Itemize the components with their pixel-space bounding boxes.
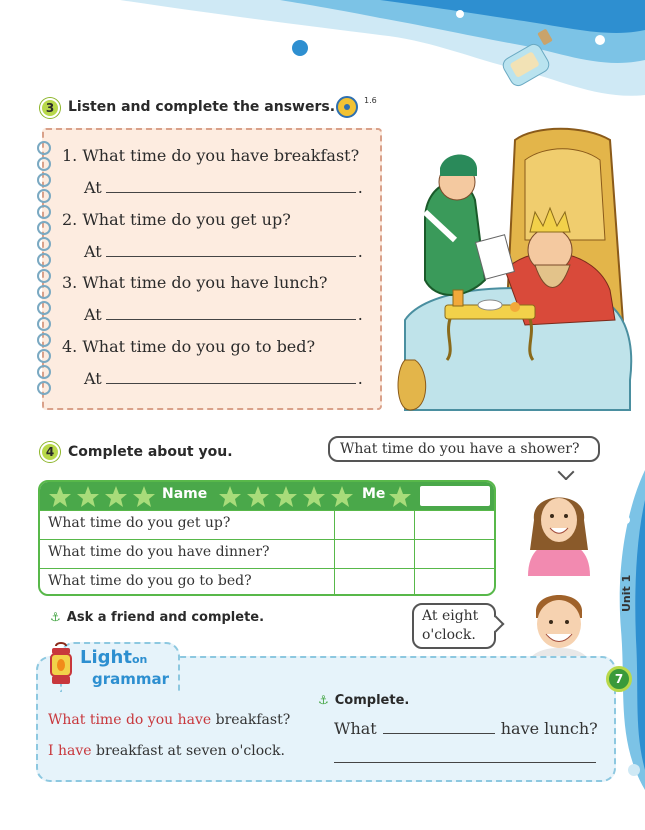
bubble-answer-line-2: o'clock.	[422, 627, 476, 643]
answer-prefix: At	[84, 178, 102, 197]
answer-suffix: .	[357, 242, 363, 261]
complete-text: Complete.	[334, 693, 410, 708]
table-row	[40, 539, 494, 567]
answer-blank-2[interactable]	[106, 243, 356, 257]
bubble-answer-line-1: At eight	[422, 608, 479, 624]
answer-prefix: At	[84, 242, 102, 261]
grammar-example-2	[48, 743, 285, 759]
bubble-question-text: What time do you have a shower?	[340, 441, 580, 457]
notebook-panel	[42, 128, 382, 410]
question-2: 2. What time do you get up?	[62, 210, 291, 229]
exercise-blank-line[interactable]	[334, 762, 596, 763]
table-header	[40, 482, 494, 510]
grammar-logo-on: on	[131, 653, 148, 666]
question-3: 3. What time do you have lunch?	[62, 273, 328, 292]
question-4: 4. What time do you go to bed?	[62, 337, 316, 356]
girl-photo	[518, 480, 600, 576]
speech-bubble-question	[328, 436, 600, 462]
grammar-logo-grammar: grammar	[92, 670, 170, 688]
survey-table	[38, 480, 496, 596]
section-number-4: 4	[40, 442, 60, 462]
spiral-binding-icon	[33, 140, 55, 400]
audio-cd-icon[interactable]	[333, 95, 361, 119]
answer-row-2	[84, 242, 363, 261]
exercise-tail: have lunch?	[500, 719, 598, 738]
audio-track-number: 1.6	[364, 96, 377, 105]
table-question: What time do you get up?	[48, 515, 231, 531]
answer-suffix: .	[357, 369, 363, 388]
unit-label: Unit 1	[620, 574, 633, 612]
exercise-what: What	[334, 719, 377, 738]
anchor-bullet-icon: ⚓	[318, 693, 329, 707]
answer-prefix: At	[84, 305, 102, 324]
table-row	[40, 568, 494, 596]
answer-prefix: At	[84, 369, 102, 388]
header-name-blank[interactable]	[420, 486, 490, 506]
answer-suffix: .	[357, 305, 363, 324]
section-3-title: Listen and complete the answers.	[68, 99, 336, 115]
section-number-3: 3	[40, 98, 60, 118]
ask-friend-instruction	[50, 610, 264, 625]
answer-row-1	[84, 178, 363, 197]
side-wave-decoration	[606, 470, 645, 790]
table-row	[40, 510, 494, 538]
table-question: What time do you go to bed?	[48, 573, 252, 589]
example-1-rest: breakfast?	[211, 712, 291, 728]
answer-blank-1[interactable]	[106, 179, 356, 193]
speech-bubble-tail	[558, 464, 575, 481]
exercise-blank[interactable]	[383, 720, 495, 734]
page-number: 7	[606, 666, 632, 692]
grammar-exercise-line	[334, 719, 598, 738]
example-2-rest: breakfast at seven o'clock.	[91, 743, 285, 759]
example-2-highlight: I have	[48, 743, 92, 759]
section-4-title: Complete about you.	[68, 444, 233, 460]
grammar-complete-label	[318, 693, 409, 708]
answer-suffix: .	[357, 178, 363, 197]
column-divider	[334, 510, 335, 596]
answer-blank-4[interactable]	[106, 370, 356, 384]
table-question: What time do you have dinner?	[48, 544, 270, 560]
column-divider	[414, 510, 415, 596]
answer-row-3	[84, 305, 363, 324]
grammar-example-1	[48, 712, 290, 728]
wave-decoration	[0, 0, 645, 110]
answer-blank-3[interactable]	[106, 306, 356, 320]
grammar-logo-light: Lighton	[80, 647, 148, 668]
ask-friend-text: Ask a friend and complete.	[66, 610, 265, 625]
anchor-bullet-icon: ⚓	[50, 610, 61, 624]
question-1: 1. What time do you have breakfast?	[62, 146, 360, 165]
example-1-highlight: What time do you have	[48, 712, 212, 728]
header-me: Me	[362, 486, 386, 502]
king-in-bed-illustration	[385, 120, 640, 420]
answer-row-4	[84, 369, 363, 388]
header-name: Name	[162, 486, 208, 502]
lantern-icon	[46, 642, 76, 688]
speech-bubble-answer	[412, 603, 496, 649]
